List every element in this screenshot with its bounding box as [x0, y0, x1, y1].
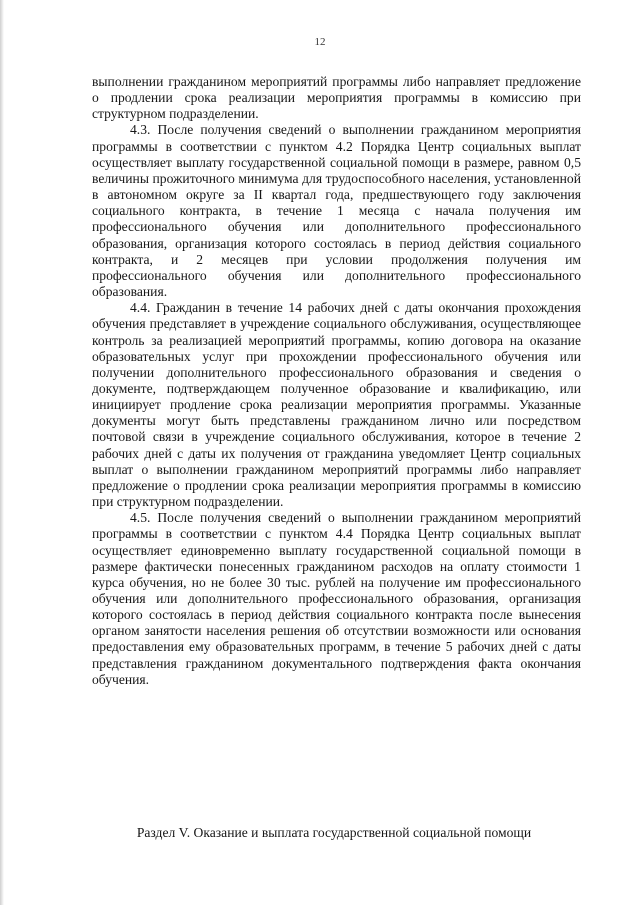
page-number: 12 — [314, 36, 326, 48]
section-heading: Раздел V. Оказание и выплата государственной социальной помощи — [136, 825, 532, 840]
paragraph-4-5: 4.5. После получения сведений о выполнении гражданином мероприятий программы в соответствии с пунктом 4.4 Порядка Центр социальных выплат осуществляет единовременно выплату государственной социальной помощи в размере фактически понесенных гражданином расходов на оплату стоимости 1 курса обучения, но не более 30 тыс. рублей на получение им профессионального обучения или дополнительного профессионального образования, организация которого состоялась в период действия социального контракта после вынесения органом занятости населения решения об отсутствии возможности или основания предоставления ему образовательных программ, в течение 5 рабочих дней с даты представления гражданином документального подтверждения факта окончания обучения. — [92, 510, 581, 687]
paragraph-continuation: выполнении гражданином мероприятий программы либо направляет предложение о продлении срока реализации мероприятия программы в комиссию при структурном подразделении. — [92, 74, 581, 122]
scan-edge — [0, 0, 4, 905]
document-body — [92, 74, 581, 688]
paragraph-4-3: 4.3. После получения сведений о выполнении гражданином мероприятия программы в соответствии с пунктом 4.2 Порядка Центр социальных выплат осуществляет выплату государственной социальной помощи в размере, равном 0,5 величины прожиточного минимума для трудоспособного населения, установленной в автономном округе за II квартал года, предшествующего году заключения социального контракта, в течение 1 месяца с начала получения им профессионального обучения или дополнительного профессионального образования, организация которого состоялась в период действия социального контракта, и 2 месяцев при условии продолжения получения им профессионального обучения или дополнительного профессионального образования. — [92, 122, 581, 300]
paragraph-4-4: 4.4. Гражданин в течение 14 рабочих дней с даты окончания прохождения обучения представляет в учреждение социального обслуживания, осуществляющее контроль за реализацией мероприятий программы, копию договора на оказание образовательных услуг при прохождении профессионального обучения или получении дополнительного профессионального образования и сведения о документе, подтверждающем полученное образование и квалификацию, или инициирует продление срока реализации мероприятия программы. Указанные документы могут быть представлены гражданином лично или посредством почтовой связи в учреждение социального обслуживания, которое в течение 2 рабочих дней с даты их получения от гражданина уведомляет Центр социальных выплат о выполнении гражданином мероприятий программы либо направляет предложение о продлении срока реализации мероприятия программы в комиссию при структурном подразделении. — [92, 300, 581, 510]
